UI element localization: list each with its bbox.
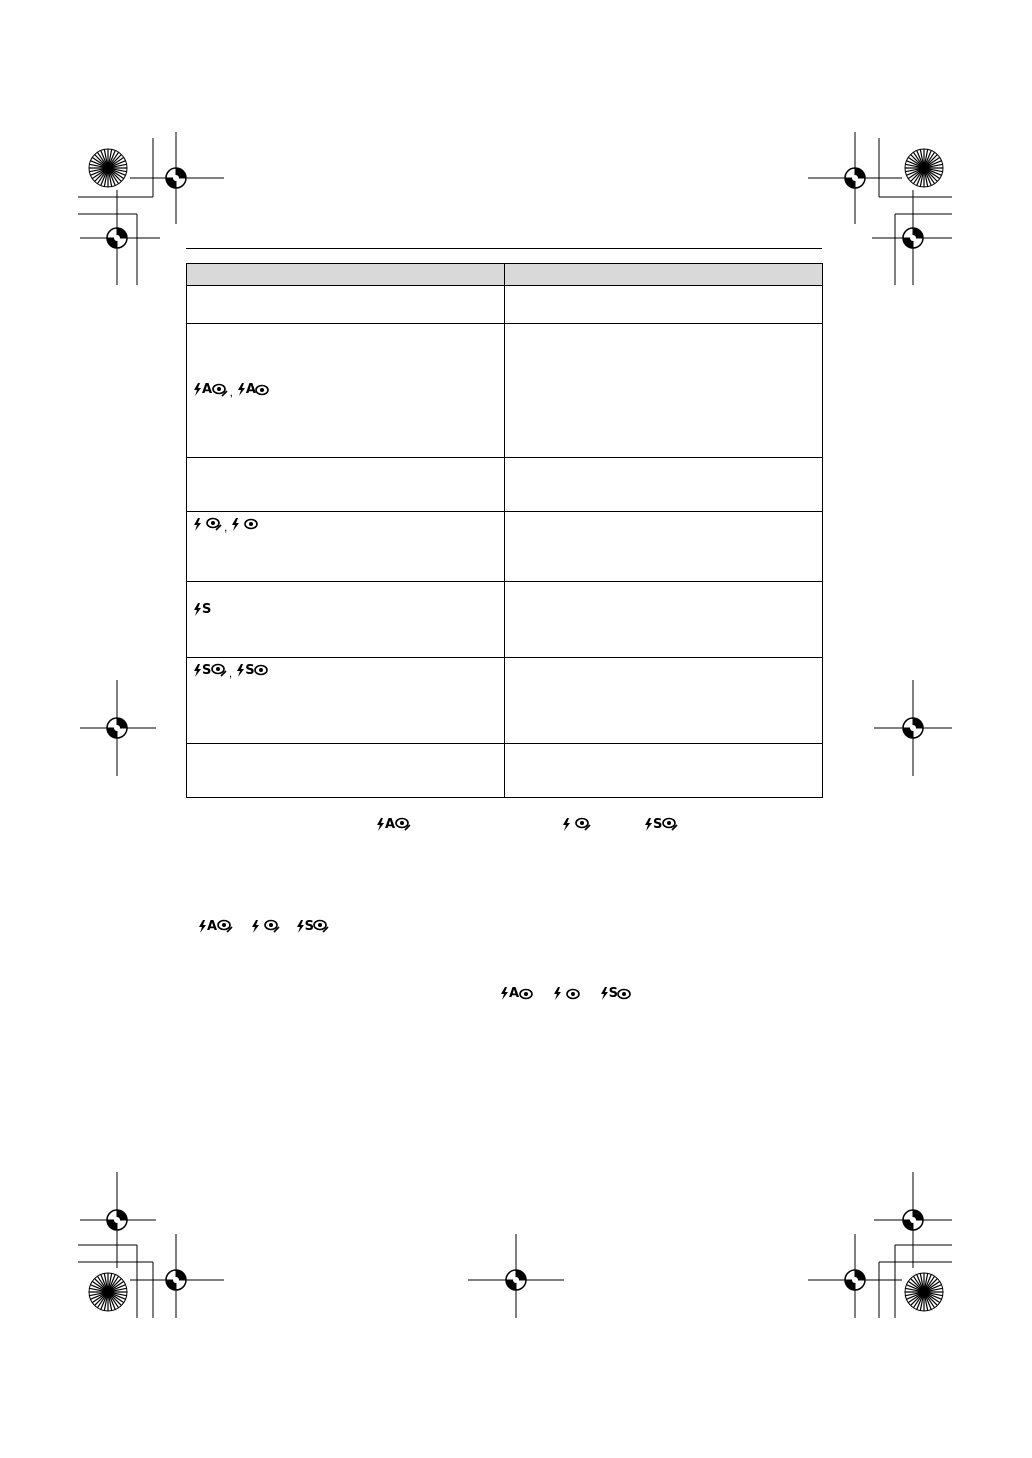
note-icon-flash-on-redeye-digital [562,816,591,832]
table-row [187,582,823,658]
table-cell [505,458,823,512]
table-cell [187,582,505,658]
flash-settings-table [186,263,823,798]
icon-separator: , [224,519,228,534]
table-cell [187,658,505,744]
flash-slow-letter: S [245,662,255,678]
flash-auto-letter: A [509,986,519,1001]
flash-on-redeye-digital-icon [193,516,222,532]
table-cell [505,744,823,798]
table-cell [187,324,505,458]
table-cell [505,658,823,744]
note-icons-standard-group [500,986,631,1001]
note-icons-digital-group [198,918,329,934]
note-icon-flash-auto-redeye-digital [376,816,411,832]
flash-slow-letter: S [202,662,211,678]
flash-auto-letter: A [245,382,256,398]
flash-slow-sync-icon [193,602,211,617]
table-row [187,658,823,744]
table-cell [505,286,823,324]
flash-auto-redeye-digital-icon [198,918,233,934]
table-cell [187,286,505,324]
flash-slow-redeye-icon [236,663,268,678]
flash-auto-letter: A [207,918,217,934]
flash-auto-redeye-icon [237,382,270,397]
table-header-cell [505,264,823,286]
flash-auto-redeye-digital-icon [376,816,411,832]
flash-on-redeye-icon [553,986,580,1001]
table-cell [187,744,505,798]
flash-on-redeye-icon [231,517,258,532]
flash-auto-letter: A [202,382,212,398]
table-row [187,458,823,512]
table-header-cell [187,264,505,286]
table-row [187,744,823,798]
flash-slow-redeye-digital-icon [296,918,330,934]
flash-auto-redeye-icon [500,986,533,1001]
flash-slow-letter: S [304,918,314,934]
table-row [187,324,823,458]
flash-slow-letter: S [608,986,618,1001]
table-cell [187,512,505,582]
flash-slow-letter: S [202,602,211,617]
table-cell [505,324,823,458]
table-header-row [187,264,823,286]
table-row [187,286,823,324]
flash-on-redeye-digital-icon [251,918,280,934]
flash-slow-letter: S [653,816,662,832]
table-cell [187,458,505,512]
header-rule [186,248,822,249]
flash-slow-redeye-digital-icon [193,662,227,678]
table-cell [505,582,823,658]
icon-separator: , [229,385,233,400]
table-row [187,512,823,582]
flash-slow-redeye-digital-icon [644,816,678,832]
table-cell [505,512,823,582]
flash-auto-redeye-digital-icon [193,382,228,398]
flash-on-redeye-digital-icon [562,816,591,832]
icon-separator: , [228,665,233,680]
flash-slow-redeye-icon [600,986,632,1001]
flash-auto-letter: A [385,816,395,832]
note-icon-flash-slow-redeye-digital [644,816,678,832]
